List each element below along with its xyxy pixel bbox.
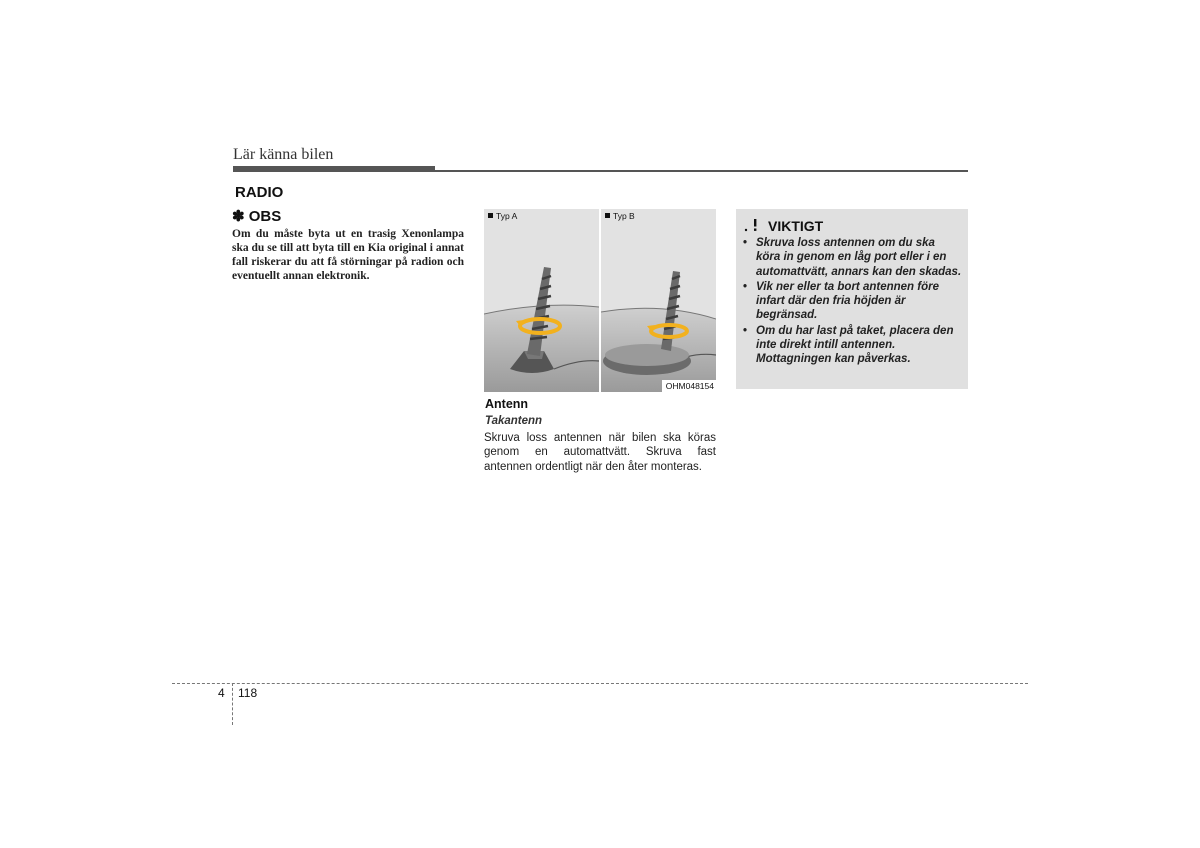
header-bar-thin	[435, 170, 968, 172]
obs-text: Om du måste byta ut en trasig Xenonlampa ska du se till att byta till en Kia original i annat fall riskerar du att få störningar på radion och eventuellt annan elektronik.	[232, 228, 464, 282]
figure-type-a	[484, 209, 599, 392]
figure-type-b	[601, 209, 716, 392]
antenna-type-b-illustration	[601, 209, 716, 392]
warning-item-text: Vik ner eller ta bort antennen före infart där den fria höjden är begränsad.	[756, 280, 939, 322]
list-item: • Skruva loss antennen om du ska köra in genom en låg port eller i en automattvätt, annars kan den skadas.	[743, 237, 962, 278]
warning-item-text: Om du har last på taket, placera den inte direkt intill antennen. Mottagningen kan påverkas.	[756, 324, 954, 366]
figure-label-type-b	[605, 211, 635, 221]
section-heading: RADIO	[235, 184, 284, 201]
footer-page-number: 118	[238, 686, 258, 700]
warning-item-text: Skruva loss antennen om du ska köra in genom en låg port eller i en automattvätt, annars kan den skadas.	[756, 237, 962, 278]
figure-label-text: Typ B	[613, 211, 635, 221]
footer-vertical-divider	[232, 683, 233, 725]
header-bar-thick	[233, 166, 435, 172]
footer-divider	[172, 683, 1028, 684]
footer-chapter-number: 4	[218, 686, 225, 700]
list-item: • Vik ner eller ta bort antennen före infart där den fria höjden är begränsad.	[743, 280, 939, 322]
figure-code: OHM048154	[662, 380, 716, 392]
chapter-title: Lär känna bilen	[233, 146, 334, 163]
figure-label-type-a	[488, 211, 517, 221]
antenna-body-text: Skruva loss antennen när bilen ska köras genom en automattvätt. Skruva fast antennen ordentligt när den åter monteras.	[484, 432, 716, 473]
figure-label-text: Typ A	[496, 211, 518, 221]
warning-exclamation-icon	[743, 217, 759, 233]
antenna-title: Antenn	[485, 397, 529, 411]
warning-box	[736, 209, 968, 389]
warning-title: VIKTIGT	[768, 218, 824, 234]
antenna-type-a-illustration	[484, 209, 599, 392]
obs-heading: ✽ OBS	[232, 208, 282, 225]
warning-list	[741, 236, 962, 368]
list-item: • Om du har last på taket, placera den inte direkt intill antennen. Mottagningen kan påverkas.	[743, 324, 954, 366]
antenna-subtitle: Takantenn	[485, 415, 543, 427]
